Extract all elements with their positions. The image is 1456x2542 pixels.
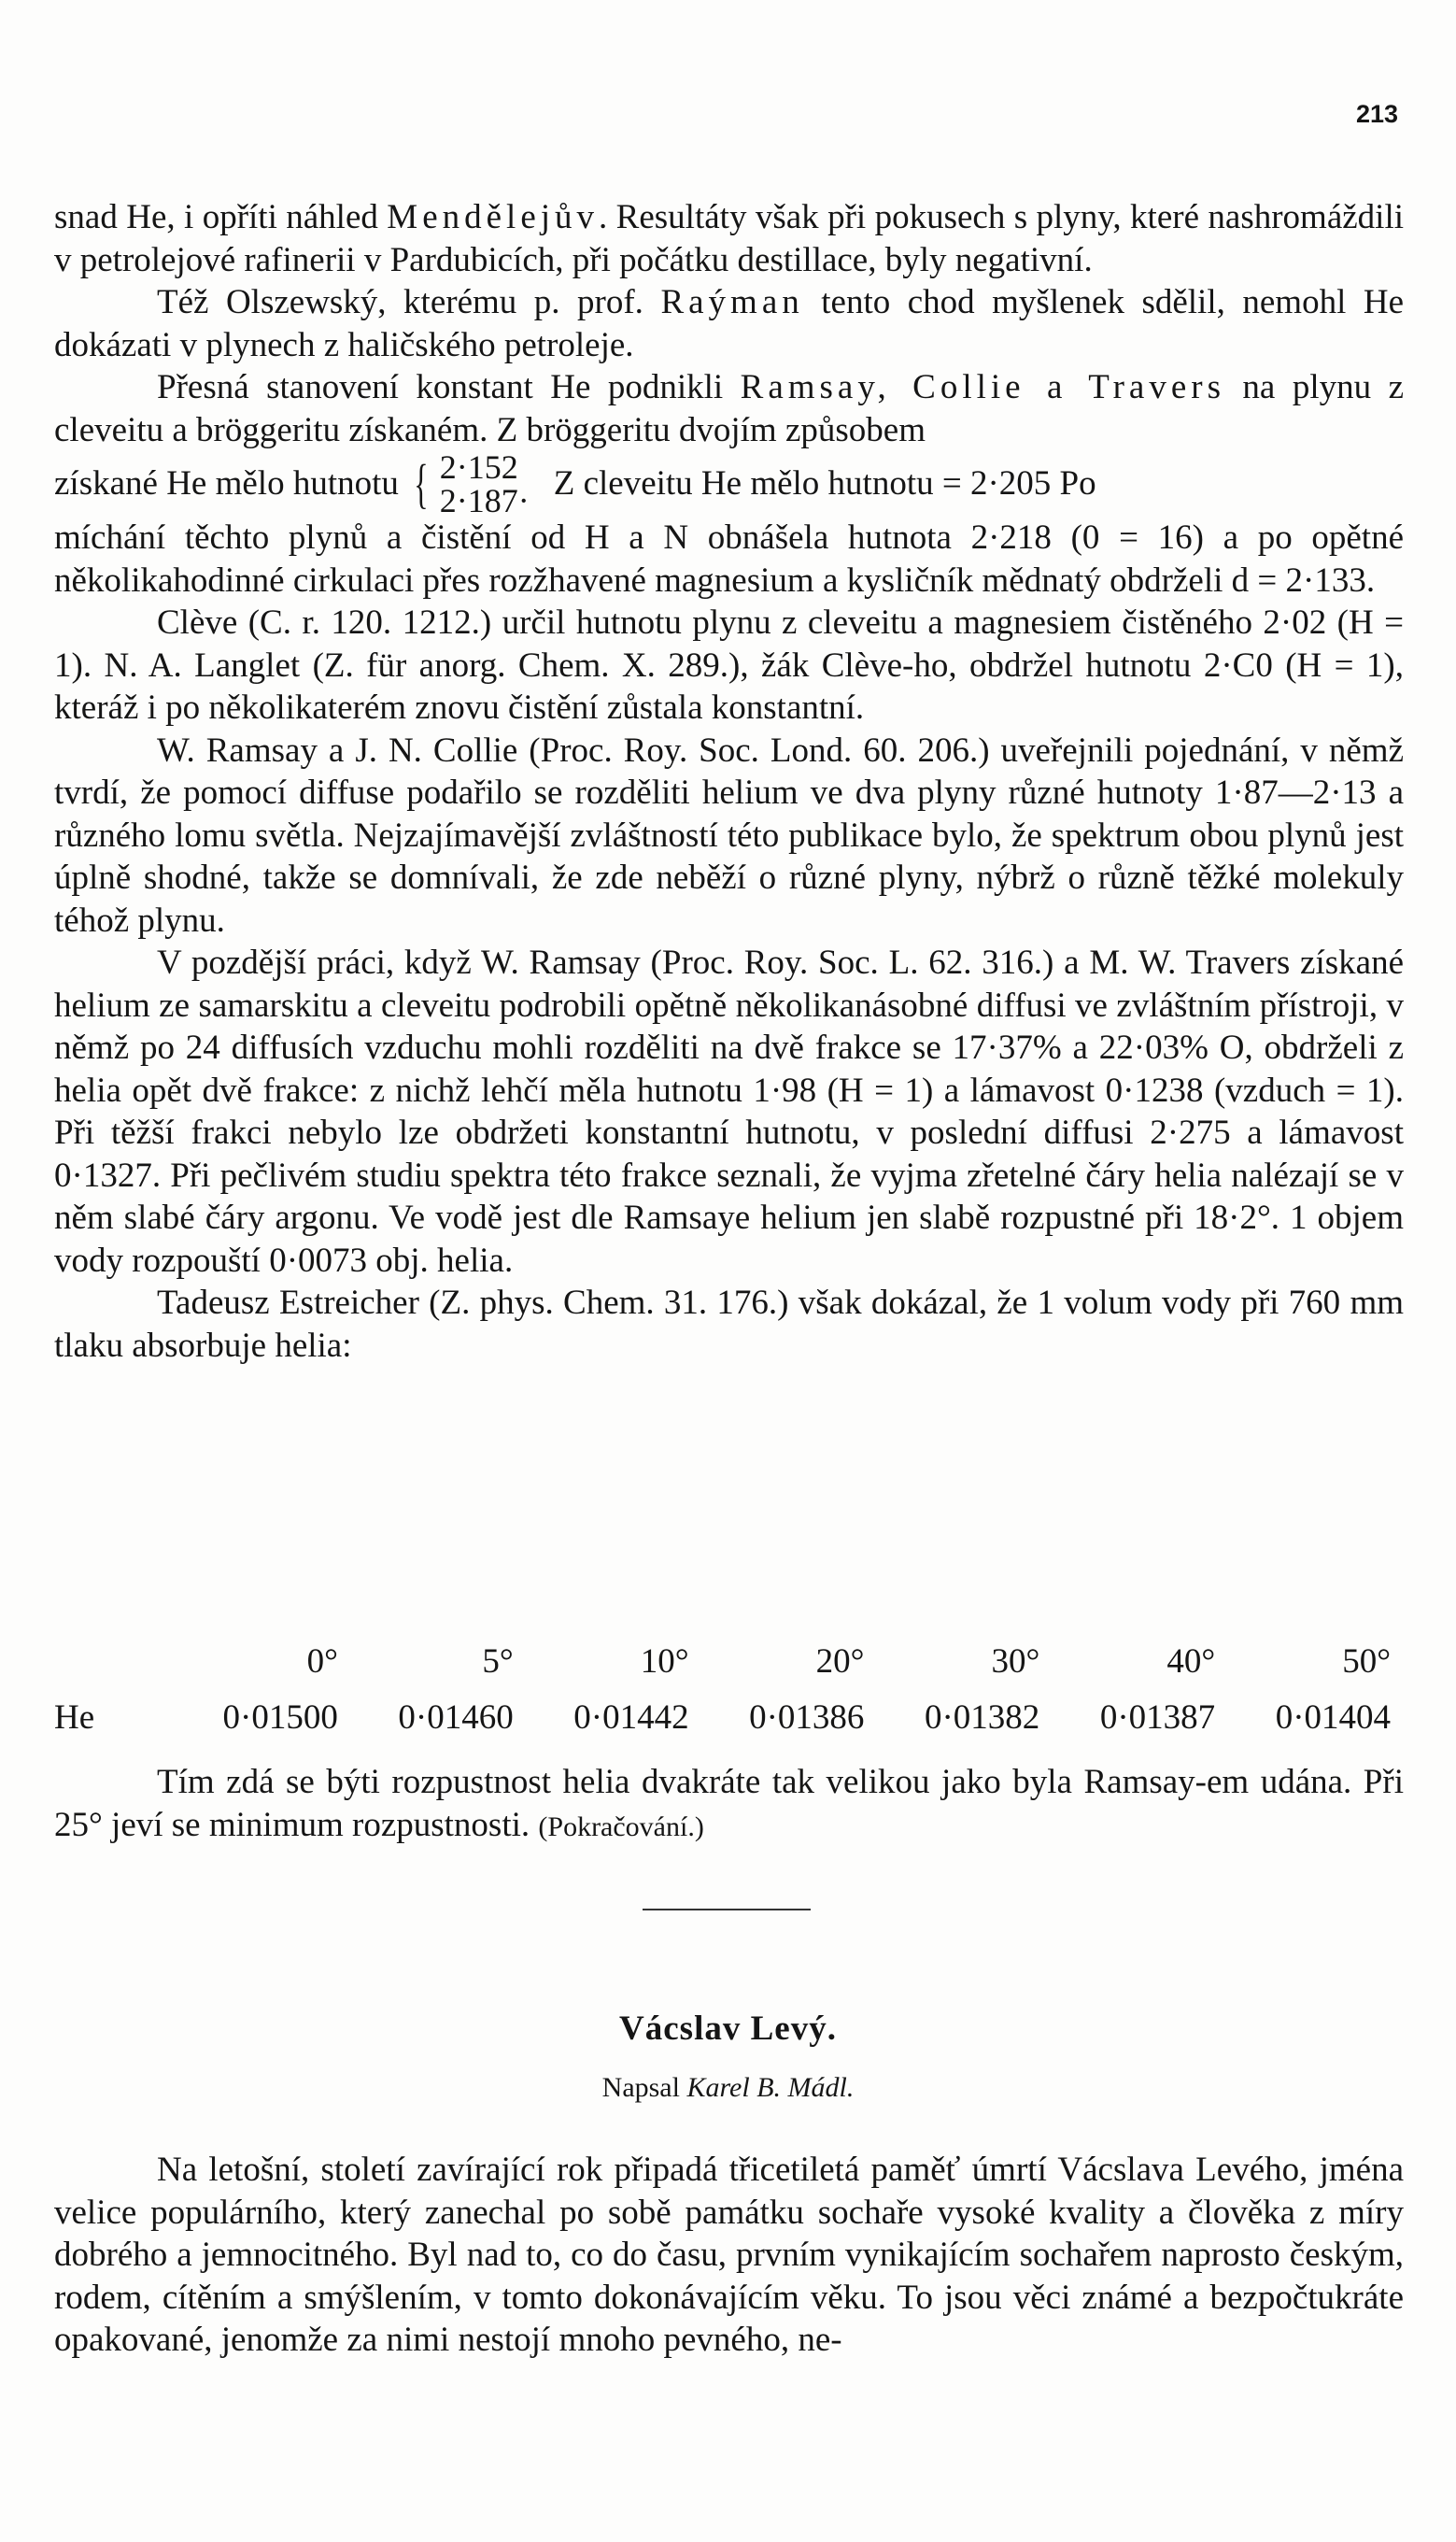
table-header: 10° (640, 1641, 689, 1681)
table-header: 40° (1166, 1641, 1216, 1681)
helium-text (54, 196, 1404, 1367)
page-number: 213 (1355, 100, 1398, 128)
density-values: 2·152 2·187· (439, 448, 530, 519)
paragraph-5: Clève (C. r. 120. 1212.) určil hutnotu plynu z cleveitu a magnesiem čistěného 2·02 (H = 1). N. A. Langlet (Z. für anorg. Chem. X. 289.), žák Clève-ho, obdržel hutnotu 2·C0 (H = 1), kteráž i po několikaterém znovu čistění zůstala konstantní. (54, 604, 1404, 727)
paragraph-6: W. Ramsay a J. N. Collie (Proc. Roy. Soc. Lond. 60. 206.) uveřejnili pojednání, v němž tvrdí, že pomocí diffuse podařilo se rozděliti helium ve dva plyny různé hutnoty 1·87—2·13 a různého lomu světla. Nejzajímavější zvláštností této publikace bylo, že spektrum obou plynů jest úplně shodné, takže se domnívali, že zde neběží o různé plyny, nýbrž o různě těžké molekuly téhož plynu. (54, 731, 1404, 940)
table-cell: 0·01382 (924, 1697, 1040, 1737)
paragraph-1: snad He, i opříti náhled Mendělejův. Resultáty však při pokusech s plyny, které nashromáždili v petrolejové rafinerii v Pardubicích, při počátku destillace, byly negativní. (54, 198, 1404, 279)
table-cell: 0·01460 (398, 1697, 514, 1737)
article-body: Na letošní, století zavírající rok připadá třicetiletá paměť úmrtí Vácslava Levého, jména velice populárního, který zanechal po sobě památku sochaře vysoké kvality a člověka z míry dobrého a jemnocitného. Byl nad to, co do času, prvním vynikajícím sochařem naprosto českým, rodem, cítěním a smýšlením, v tomto dokonávajícím věku. To jsou věci známé a bezpočtukráte opakované, jenomže za nimi nestojí mnoho pevného, ne- (54, 2151, 1404, 2359)
continuation-note: (Pokračování.) (538, 1811, 704, 1842)
table-cell: 0·01404 (1275, 1697, 1392, 1737)
paragraph-7: V pozdější práci, když W. Ramsay (Proc. Roy. Soc. L. 62. 316.) a M. W. Travers získané helium ze samarskitu a cleveitu podrobili opětně několikanásobné diffusi ve zvláštním přístroji, v němž po 24 diffusích vzduchu mohli rozděliti na dvě frakce se 17·37% a 22·03% O, obdrželi z helia opět dvě frakce: z nichž lehčí měla hutnotu 1·98 (H = 1) a lámavost 0·1238 (vzduch = 1). Při těžší frakci nebylo lze obdržeti konstantní hutnotu, v poslední diffusi 2·275 a lámavost 0·1327. Při pečlivém studiu spektra této frakce seznali, že vyjma zřetelné čáry helia nalézají se v něm slabé čáry argonu. Ve vodě jest dle Ramsaye helium jen slabě rozpustné při 18·2°. 1 objem vody rozpouští 0·0073 obj. helia. (54, 944, 1404, 1280)
paragraph-2: Též Olszewský, kterému p. prof. Raýman tento chod myšlenek sdělil, nemohl He dokázati v plynech z haličského petroleje. (54, 283, 1404, 364)
closing-paragraph: Tím zdá se býti rozpustnost helia dvakráte tak velikou jako byla Ramsay-em udána. Při 25° jeví se minimum rozpustnosti. (Pokračování.) (54, 1763, 1404, 1844)
table-header: 50° (1342, 1641, 1392, 1681)
author-name: Karel B. Mádl. (686, 2072, 855, 2103)
table-header: 30° (991, 1641, 1040, 1681)
table-cell: 0·01387 (1099, 1697, 1216, 1737)
solubility-table (54, 1633, 1404, 1745)
table-cell: 0·01500 (222, 1697, 338, 1737)
article-byline: Napsal Karel B. Mádl. (601, 2072, 855, 2103)
paragraph-8: Tadeusz Estreicher (Z. phys. Chem. 31. 176.) však dokázal, že 1 volum vody při 760 mm tlaku absorbuje helia: (54, 1284, 1404, 1365)
density-line: získané He mělo hutnotu { 2·152 2·187· Z cleveitu He mělo hutnotu = 2·205 Po (54, 448, 1096, 519)
brace-symbol: { (414, 453, 429, 514)
table-header-row (54, 1633, 1404, 1689)
table-cell: 0·01442 (573, 1697, 689, 1737)
table-header: 20° (815, 1641, 865, 1681)
section-divider (643, 1909, 811, 1910)
table-row (54, 1689, 1404, 1745)
table-cell: 0·01386 (749, 1697, 865, 1737)
paragraph-3: Přesná stanovení konstant He podnikli Ramsay, Collie a Travers na plynu z cleveitu a bröggeritu získaném. Z bröggeritu dvojím způsobem (54, 368, 1404, 449)
paragraph-4: míchání těchto plynů a čistění od H a N obnášela hutnota 2·218 (0 = 16) a po opětné několikahodinné cirkulaci přes rozžhavené magnesium a kysličník mědnatý obdrželi d = 2·133. (54, 518, 1404, 600)
table-header: 5° (482, 1641, 514, 1681)
article-title: Vácslav Levý. (619, 2009, 837, 2048)
table-header: 0° (306, 1641, 338, 1681)
row-label: He (54, 1697, 95, 1737)
